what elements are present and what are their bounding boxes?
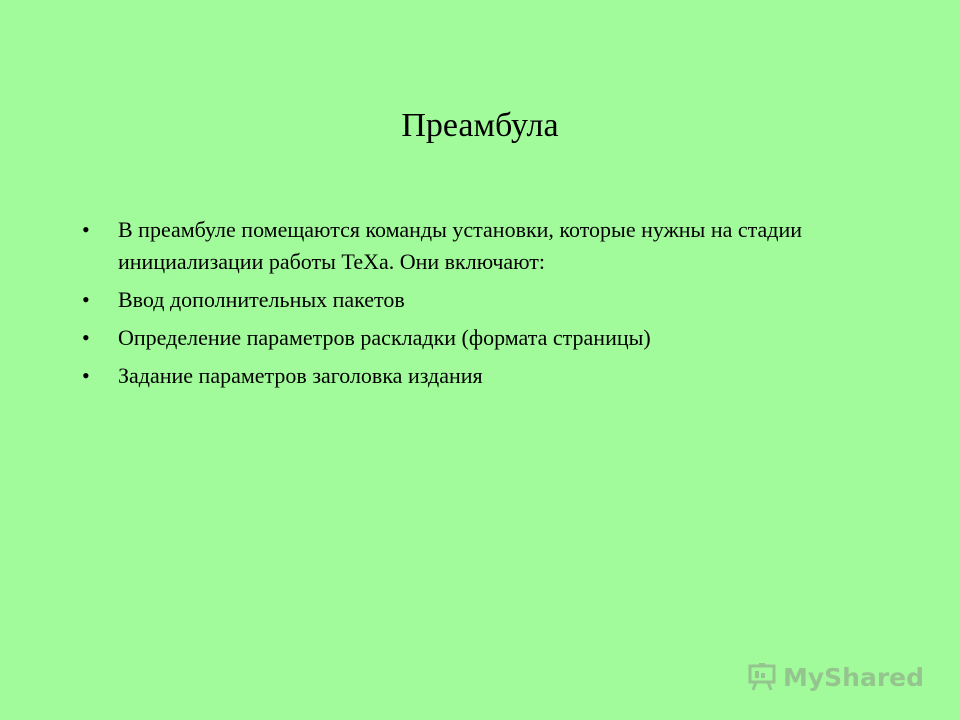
bullet-icon: • (82, 325, 90, 350)
watermark (747, 662, 924, 692)
bullet-icon: • (82, 217, 90, 242)
bullet-list (82, 214, 882, 398)
bullet-text: Задание параметров заголовка издания (118, 363, 483, 388)
bullet-text: Ввод дополнительных пакетов (118, 287, 405, 312)
slide-title: Преамбула (401, 107, 559, 144)
bullet-text: В преамбуле помещаются команды установки, которые нужны на стадии инициализации работы TeXa. Они включают: (118, 217, 803, 274)
bullet-icon: • (82, 287, 90, 312)
bullet-item (82, 284, 882, 316)
bullet-icon: • (82, 363, 90, 388)
bullet-item (82, 360, 882, 392)
bullet-item (82, 322, 882, 354)
watermark-text: MyShared (782, 662, 924, 692)
bullet-text: Определение параметров раскладки (формата страницы) (118, 325, 651, 350)
bullet-item (82, 214, 882, 278)
presentation-board-icon (747, 662, 777, 692)
